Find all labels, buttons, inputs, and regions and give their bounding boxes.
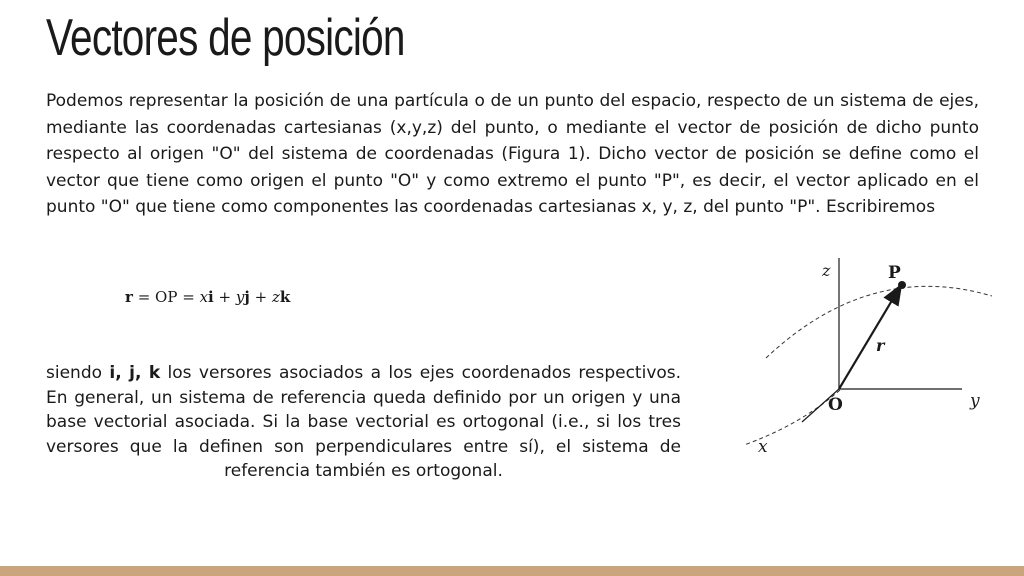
body2-pre: siendo bbox=[46, 363, 103, 383]
formula-j: j bbox=[244, 288, 250, 306]
formula-k: k bbox=[279, 288, 291, 306]
z-label: z bbox=[822, 261, 831, 280]
slide-title: Vectores de posición bbox=[46, 9, 405, 67]
versor-k: k bbox=[148, 363, 161, 383]
formula-equals: = bbox=[137, 288, 151, 306]
footer-accent-bar bbox=[0, 566, 1024, 576]
versor-j: j, bbox=[129, 363, 142, 383]
formula-plus-2: + bbox=[254, 288, 268, 306]
formula-equals-2: = bbox=[182, 288, 195, 306]
y-label: y bbox=[970, 391, 980, 411]
formula-plus-1: + bbox=[218, 288, 232, 306]
versor-i: i, bbox=[109, 363, 122, 383]
versors-paragraph bbox=[46, 361, 681, 484]
position-vector-formula bbox=[125, 288, 290, 306]
formula-op: OP bbox=[155, 288, 178, 306]
formula-i: i bbox=[208, 288, 214, 306]
formula-x: x bbox=[199, 288, 209, 306]
intro-paragraph: Podemos representar la posición de una partícula o de un punto del espacio, respecto de un sistema de ejes, mediante las coordenadas cartesianas (x,y,z) del punto, o mediante el vector de posición de dicho punto respecto al origen "O" del sistema de coordenadas (Figura 1). Dicho vector de posición se define como el vector que tiene como origen el punto "O" y como extremo el punto "P", es decir, el vector aplicado en el punto "O" que tiene como componentes las coordenadas cartesianas x, y, z, del punto "P". Escribiremos bbox=[46, 91, 979, 217]
formula-r: r bbox=[125, 288, 133, 306]
formula-y: y bbox=[235, 288, 245, 306]
x-label: x bbox=[758, 437, 768, 457]
formula-z: z bbox=[271, 288, 280, 306]
body2-rest: los versores asociados a los ejes coordenados respectivos. En general, un sistema de referencia queda definido por un origen y una base vectorial asociada. Si la base vectorial es ortogonal (i.e., si los tres versores que la definen son perpendiculares entre sí), el sistema de referencia también es ortogonal. bbox=[46, 363, 682, 481]
coordinate-figure bbox=[730, 250, 1000, 465]
o-label: O bbox=[828, 395, 843, 415]
p-label: P bbox=[888, 263, 901, 283]
r-label: r bbox=[876, 336, 885, 355]
